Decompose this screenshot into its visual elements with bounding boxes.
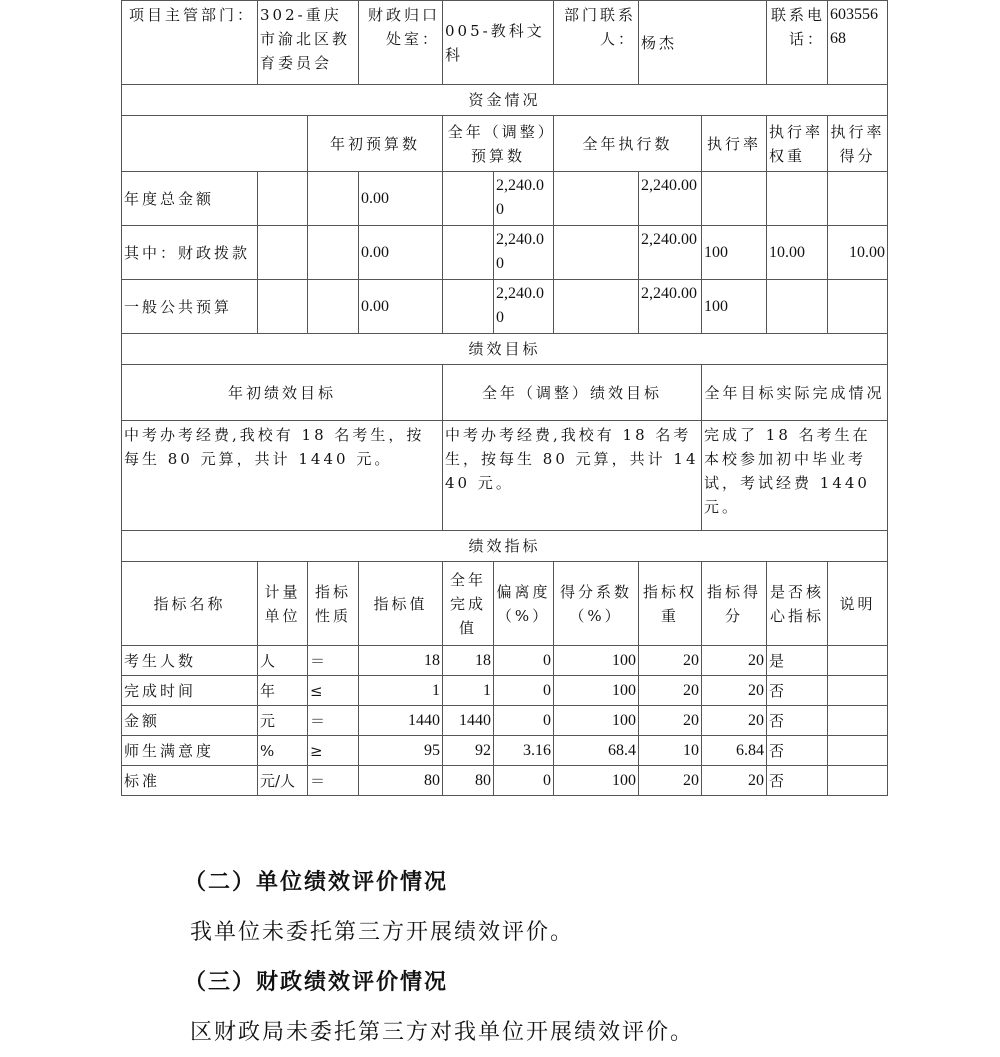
goals-col-adjusted: 全年（调整）绩效目标 (443, 365, 702, 421)
funds-col-score: 执行率得分 (828, 116, 888, 172)
indicator-row (122, 706, 888, 736)
performance-table (121, 0, 888, 796)
ind-target: 80 (359, 766, 443, 796)
ind-target: 95 (359, 736, 443, 766)
funds-empty-cell (258, 172, 308, 226)
funds-row (122, 280, 888, 334)
goals-col-initial: 年初绩效目标 (122, 365, 443, 421)
funds-col-initial: 年初预算数 (308, 116, 443, 172)
ind-actual: 92 (443, 736, 494, 766)
ind-unit: 人 (258, 646, 308, 676)
ind-note (828, 766, 888, 796)
ind-coef: 68.4 (554, 736, 639, 766)
funds-score (828, 280, 888, 334)
header-row (122, 1, 888, 85)
funds-header-row (122, 116, 888, 172)
funds-row-name: 一般公共预算 (122, 280, 258, 334)
funds-empty-cell (443, 226, 494, 280)
funds-adjusted: 2,240.00 (494, 172, 554, 226)
funds-empty-cell (554, 172, 639, 226)
ind-core: 否 (767, 766, 828, 796)
goals-header-row (122, 365, 888, 421)
ind-unit: % (258, 736, 308, 766)
funds-executed: 2,240.00 (639, 172, 702, 226)
funds-empty-cell (308, 280, 359, 334)
funds-row (122, 172, 888, 226)
ind-col-nature: 指标性质 (308, 562, 359, 646)
ind-coef: 100 (554, 706, 639, 736)
phone-value: 60355668 (828, 1, 888, 85)
funds-col-blank (122, 116, 308, 172)
finance-eval-heading: （三）财政绩效评价情况 (184, 969, 449, 995)
phone-label: 联系电话： (767, 1, 828, 85)
ind-actual: 80 (443, 766, 494, 796)
ind-nature: ＝ (308, 766, 359, 796)
finance-office-label: 财政归口处室： (359, 1, 443, 85)
ind-unit: 元/人 (258, 766, 308, 796)
ind-deviation: 0 (494, 766, 554, 796)
ind-nature: ＝ (308, 706, 359, 736)
funds-col-executed: 全年执行数 (554, 116, 702, 172)
ind-actual: 1 (443, 676, 494, 706)
funds-empty-cell (443, 172, 494, 226)
ind-col-target: 指标值 (359, 562, 443, 646)
funds-executed: 2,240.00 (639, 226, 702, 280)
funds-rate: 100 (702, 280, 767, 334)
ind-col-score: 指标得分 (702, 562, 767, 646)
ind-unit: 年 (258, 676, 308, 706)
ind-col-coef: 得分系数（%） (554, 562, 639, 646)
ind-core: 是 (767, 646, 828, 676)
contact-value: 杨杰 (639, 1, 767, 85)
goals-initial-text: 中考办考经费,我校有 18 名考生，按每生 80 元算，共计 1440 元。 (122, 421, 443, 531)
goals-actual-text: 完成了 18 名考生在本校参加初中毕业考试，考试经费 1440 元。 (702, 421, 888, 531)
goals-row (122, 421, 888, 531)
indicator-row (122, 646, 888, 676)
ind-note (828, 646, 888, 676)
ind-score: 20 (702, 766, 767, 796)
ind-score: 20 (702, 646, 767, 676)
ind-target: 1440 (359, 706, 443, 736)
funds-empty-cell (258, 226, 308, 280)
funds-adjusted: 2,240.00 (494, 226, 554, 280)
goals-col-actual: 全年目标实际完成情况 (702, 365, 888, 421)
indicators-header-row (122, 562, 888, 646)
ind-deviation: 0 (494, 676, 554, 706)
ind-name: 完成时间 (122, 676, 258, 706)
ind-col-note: 说明 (828, 562, 888, 646)
indicator-row (122, 766, 888, 796)
ind-col-actual: 全年完成值 (443, 562, 494, 646)
funds-empty-cell (308, 172, 359, 226)
funds-adjusted: 2,240.00 (494, 280, 554, 334)
contact-label: 部门联系人： (554, 1, 639, 85)
ind-weight: 20 (639, 766, 702, 796)
ind-weight: 20 (639, 676, 702, 706)
ind-col-name: 指标名称 (122, 562, 258, 646)
funds-empty-cell (554, 226, 639, 280)
funds-empty-cell (443, 280, 494, 334)
ind-deviation: 0 (494, 706, 554, 736)
funds-score: 10.00 (828, 226, 888, 280)
funds-weight (767, 280, 828, 334)
ind-unit: 元 (258, 706, 308, 736)
ind-target: 1 (359, 676, 443, 706)
ind-col-deviation: 偏离度（%） (494, 562, 554, 646)
finance-eval-text: 区财政局未委托第三方对我单位开展绩效评价。 (190, 1020, 695, 1045)
ind-note (828, 706, 888, 736)
ind-coef: 100 (554, 676, 639, 706)
ind-coef: 100 (554, 766, 639, 796)
funds-col-rate: 执行率 (702, 116, 767, 172)
funds-initial: 0.00 (359, 280, 443, 334)
ind-col-unit: 计量单位 (258, 562, 308, 646)
funds-initial: 0.00 (359, 226, 443, 280)
ind-note (828, 676, 888, 706)
ind-actual: 18 (443, 646, 494, 676)
ind-weight: 20 (639, 646, 702, 676)
ind-nature: ≤ (308, 676, 359, 706)
indicator-row (122, 676, 888, 706)
ind-coef: 100 (554, 646, 639, 676)
funds-initial: 0.00 (359, 172, 443, 226)
unit-eval-heading: （二）单位绩效评价情况 (184, 869, 449, 895)
indicators-section-title: 绩效指标 (122, 531, 888, 562)
ind-col-core: 是否核心指标 (767, 562, 828, 646)
ind-name: 考生人数 (122, 646, 258, 676)
funds-weight (767, 172, 828, 226)
funds-row-name: 其中：财政拨款 (122, 226, 258, 280)
funds-row (122, 226, 888, 280)
ind-name: 师生满意度 (122, 736, 258, 766)
ind-nature: ＝ (308, 646, 359, 676)
ind-deviation: 0 (494, 646, 554, 676)
funds-empty-cell (308, 226, 359, 280)
indicator-row (122, 736, 888, 766)
ind-target: 18 (359, 646, 443, 676)
finance-office-value: 005-教科文科 (443, 1, 554, 85)
dept-label: 项目主管部门： (122, 1, 258, 85)
goals-section-title: 绩效目标 (122, 334, 888, 365)
ind-nature: ≥ (308, 736, 359, 766)
ind-name: 标准 (122, 766, 258, 796)
dept-value: 302-重庆市渝北区教育委员会 (258, 1, 359, 85)
ind-score: 6.84 (702, 736, 767, 766)
funds-executed: 2,240.00 (639, 280, 702, 334)
funds-col-weight: 执行率权重 (767, 116, 828, 172)
ind-core: 否 (767, 736, 828, 766)
funds-weight: 10.00 (767, 226, 828, 280)
ind-deviation: 3.16 (494, 736, 554, 766)
ind-core: 否 (767, 706, 828, 736)
ind-score: 20 (702, 676, 767, 706)
goals-adjusted-text: 中考办考经费,我校有 18 名考生，按每生 80 元算，共计 1440 元。 (443, 421, 702, 531)
ind-col-weight: 指标权重 (639, 562, 702, 646)
funds-score (828, 172, 888, 226)
ind-score: 20 (702, 706, 767, 736)
funds-row-name: 年度总金额 (122, 172, 258, 226)
funds-empty-cell (258, 280, 308, 334)
ind-note (828, 736, 888, 766)
funds-col-adjusted: 全年（调整）预算数 (443, 116, 554, 172)
unit-eval-text: 我单位未委托第三方开展绩效评价。 (190, 920, 575, 945)
ind-core: 否 (767, 676, 828, 706)
funds-section-title: 资金情况 (122, 85, 888, 116)
ind-name: 金额 (122, 706, 258, 736)
funds-rate: 100 (702, 226, 767, 280)
ind-actual: 1440 (443, 706, 494, 736)
ind-weight: 10 (639, 736, 702, 766)
funds-rate (702, 172, 767, 226)
ind-weight: 20 (639, 706, 702, 736)
funds-empty-cell (554, 280, 639, 334)
